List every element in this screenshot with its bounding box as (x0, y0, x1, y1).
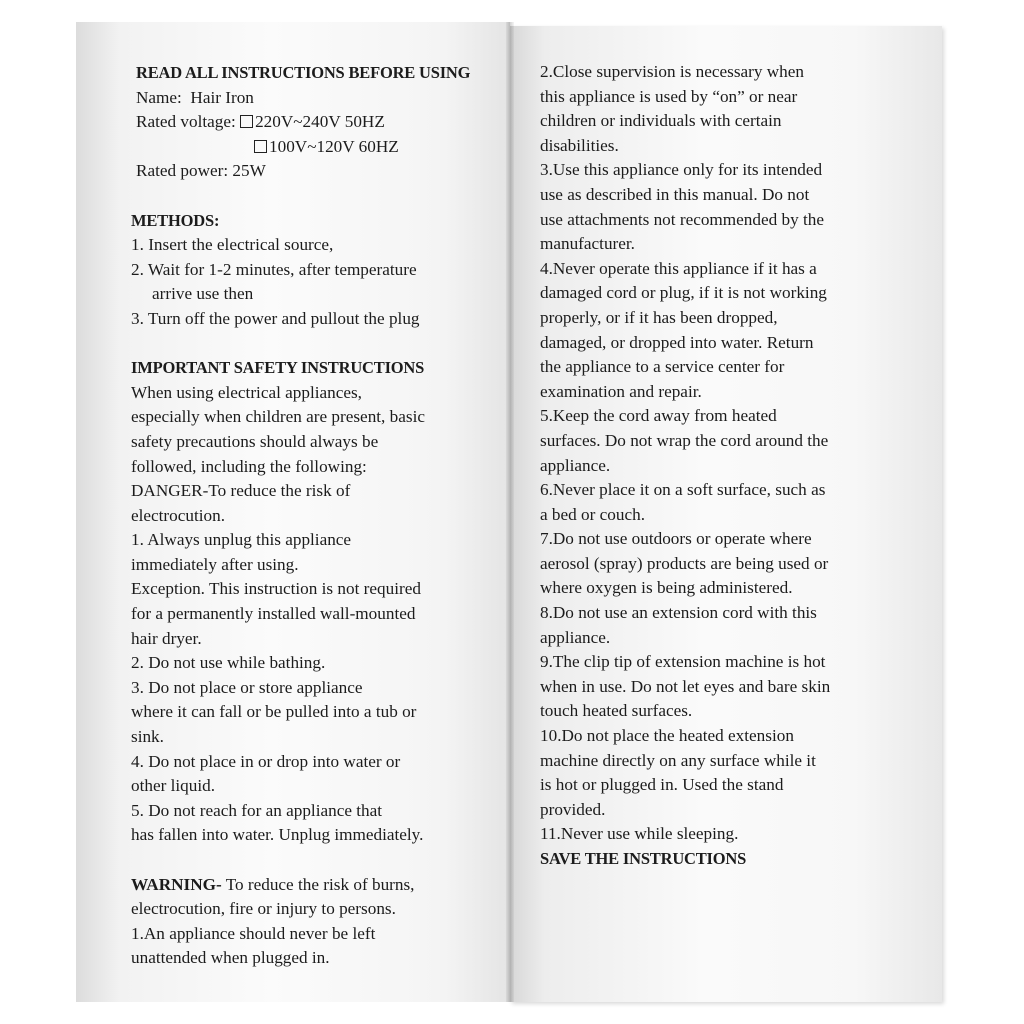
name-value: Hair Iron (190, 87, 254, 107)
safety-line: When using electrical appliances, (131, 382, 362, 402)
read-instructions-heading: READ ALL INSTRUCTIONS BEFORE USING (136, 63, 471, 82)
instruction-line: use as described in this manual. Do not (540, 184, 810, 204)
warning-line-1 (131, 873, 503, 898)
voltage-checkbox-1 (240, 115, 253, 128)
voltage-row-2 (131, 135, 503, 160)
methods-heading: METHODS: (131, 210, 220, 230)
instruction-line: 9.The clip tip of extension machine is hot (540, 652, 826, 672)
instruction-line: 11.Never use while sleeping. (540, 824, 739, 844)
safety-line: sink. (131, 727, 164, 747)
voltage-checkbox-2 (254, 140, 267, 153)
voltage-label: Rated voltage: (136, 112, 236, 132)
instruction-line: where oxygen is being administered. (540, 578, 793, 598)
safety-line: Exception. This instruction is not required (131, 579, 421, 599)
warning-line: 1.An appliance should never be left (131, 923, 376, 943)
safety-line: has fallen into water. Unplug immediately. (131, 825, 424, 845)
safety-line: DANGER-To reduce the risk of (131, 481, 351, 501)
instruction-line: is hot or plugged in. Used the stand (540, 775, 784, 795)
instruction-line: a bed or couch. (540, 504, 645, 524)
instruction-line: children or individuals with certain (540, 111, 782, 131)
instruction-line: appliance. (540, 455, 611, 475)
warning-line: electrocution, fire or injury to persons. (131, 899, 396, 919)
voltage-option-1: 220V~240V 50HZ (255, 112, 385, 132)
instruction-line: damaged cord or plug, if it is not working (540, 283, 827, 303)
instruction-line: manufacturer. (540, 234, 635, 254)
voltage-row (131, 110, 503, 135)
instruction-line: machine directly on any surface while it (540, 750, 816, 770)
safety-line: 2. Do not use while bathing. (131, 653, 326, 673)
instruction-line: damaged, or dropped into water. Return (540, 332, 814, 352)
instruction-line: 8.Do not use an extension cord with this (540, 603, 817, 623)
save-instructions-heading: SAVE THE INSTRUCTIONS (540, 849, 747, 868)
instruction-line: touch heated surfaces. (540, 701, 693, 721)
instruction-line: disabilities. (540, 135, 619, 155)
left-page-text (131, 61, 503, 971)
safety-line: 3. Do not place or store appliance (131, 677, 363, 697)
safety-line: immediately after using. (131, 554, 299, 574)
instruction-line: provided. (540, 799, 606, 819)
safety-heading: IMPORTANT SAFETY INSTRUCTIONS (131, 358, 425, 378)
voltage-option-2: 100V~120V 60HZ (269, 136, 399, 156)
warning-line: unattended when plugged in. (131, 948, 330, 968)
safety-line: for a permanently installed wall-mounted (131, 604, 416, 624)
methods-step-1: 1. Insert the electrical source, (131, 235, 334, 255)
instruction-line: when in use. Do not let eyes and bare skin (540, 676, 831, 696)
instruction-line: 6.Never place it on a soft surface, such as (540, 480, 826, 500)
safety-line: where it can fall or be pulled into a tub or (131, 702, 417, 722)
name-label: Name: (136, 87, 182, 107)
instruction-line: use attachments not recommended by the (540, 209, 824, 229)
instruction-line: 10.Do not place the heated extension (540, 726, 794, 746)
instruction-line: 7.Do not use outdoors or operate where (540, 529, 812, 549)
right-page-text (540, 60, 932, 872)
instruction-line: this appliance is used by “on” or near (540, 86, 798, 106)
safety-line: 4. Do not place in or drop into water or (131, 751, 401, 771)
safety-line: electrocution. (131, 505, 226, 525)
instruction-line: 5.Keep the cord away from heated (540, 406, 777, 426)
instruction-line: aerosol (spray) products are being used or (540, 553, 829, 573)
warning-text: To reduce the risk of burns, (221, 874, 415, 894)
safety-line: followed, including the following: (131, 456, 367, 476)
safety-line: especially when children are present, basic (131, 407, 425, 427)
methods-step-2-cont: arrive use then (152, 284, 254, 304)
instruction-line: surfaces. Do not wrap the cord around the (540, 430, 829, 450)
instruction-line: properly, or if it has been dropped, (540, 307, 778, 327)
instruction-line: appliance. (540, 627, 611, 647)
rated-power: Rated power: 25W (136, 161, 266, 181)
booklet-spine (506, 22, 514, 1002)
safety-line: hair dryer. (131, 628, 202, 648)
safety-line: 1. Always unplug this appliance (131, 530, 352, 550)
instruction-line: 4.Never operate this appliance if it has a (540, 258, 817, 278)
safety-line: other liquid. (131, 776, 216, 796)
instruction-line: examination and repair. (540, 381, 702, 401)
name-row (131, 86, 503, 111)
safety-line: safety precautions should always be (131, 431, 379, 451)
methods-step-3: 3. Turn off the power and pullout the plug (131, 308, 420, 328)
instruction-line: 3.Use this appliance only for its intended (540, 160, 823, 180)
instruction-line: 2.Close supervision is necessary when (540, 62, 804, 81)
instruction-line: the appliance to a service center for (540, 357, 785, 377)
methods-step-2: 2. Wait for 1-2 minutes, after temperature (131, 259, 417, 279)
warning-label: WARNING- (131, 874, 222, 894)
safety-line: 5. Do not reach for an appliance that (131, 800, 383, 820)
